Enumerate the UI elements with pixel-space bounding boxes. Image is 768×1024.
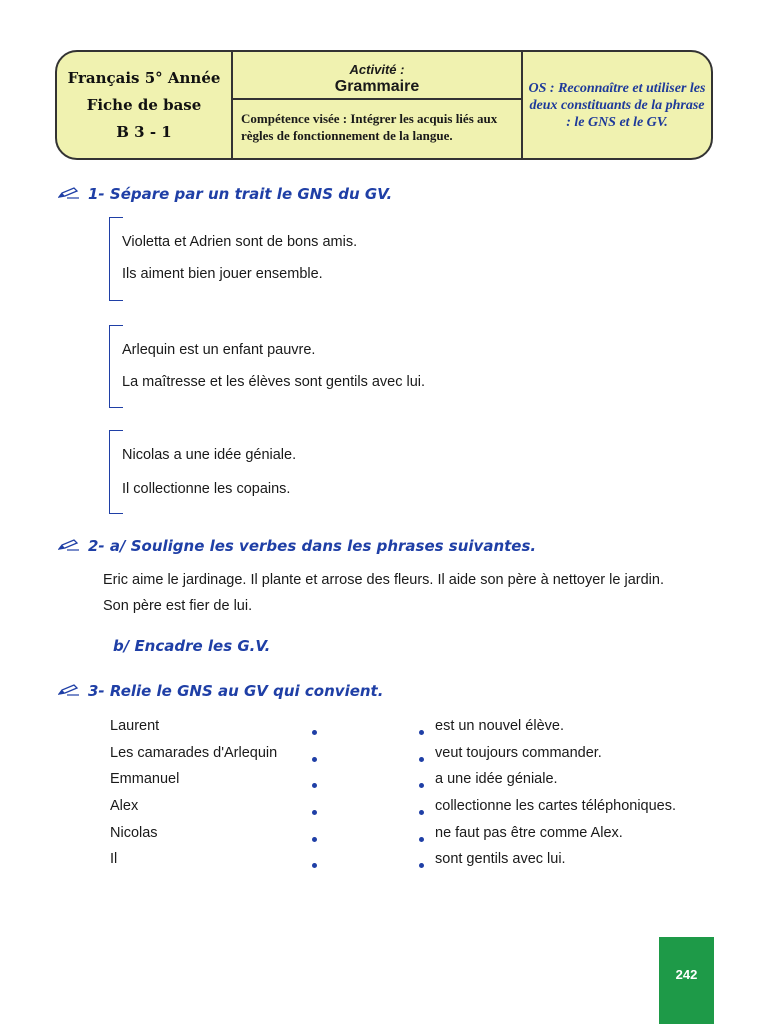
- match-dot-right[interactable]: [419, 757, 424, 762]
- activity-label: Activité :: [349, 62, 405, 77]
- header-box: [55, 50, 713, 160]
- pencil-icon: [58, 684, 80, 696]
- header-sheet-code: B 3 - 1: [116, 122, 172, 141]
- exercise1-title: 1- Sépare par un trait le GNS du GV.: [88, 185, 393, 203]
- match-dot-right[interactable]: [419, 863, 424, 868]
- page-number: 242: [659, 937, 714, 1024]
- sentence: Arlequin est un enfant pauvre.: [122, 342, 316, 358]
- sentence: Violetta et Adrien sont de bons amis.: [122, 234, 358, 250]
- match-left-item: Laurent: [110, 718, 160, 734]
- match-left-item: Alex: [110, 798, 139, 814]
- match-right-item: ne faut pas être comme Alex.: [435, 825, 623, 841]
- sentence: Il collectionne les copains.: [122, 481, 291, 497]
- header-objective-cell: [523, 52, 711, 158]
- match-dot-right[interactable]: [419, 810, 424, 815]
- exercise3-title: 3- Relie le GNS au GV qui convient.: [88, 682, 384, 700]
- match-left-item: Il: [110, 851, 118, 867]
- bracket: [109, 325, 123, 408]
- match-dot-left[interactable]: [312, 837, 317, 842]
- match-right-item: collectionne les cartes téléphoniques.: [435, 798, 677, 814]
- competence-text: Compétence visée : Intégrer les acquis liés aux règles de fonctionnement de la langue.: [241, 111, 498, 143]
- match-left-item: Nicolas: [110, 825, 158, 841]
- match-right-item: a une idée géniale.: [435, 771, 558, 787]
- match-left-item: Emmanuel: [110, 771, 180, 787]
- objective-text: OS : Reconnaître et utiliser les deux constituants de la phrase : le GNS et le GV.: [528, 80, 706, 130]
- match-right-item: sont gentils avec lui.: [435, 851, 566, 867]
- bracket: [109, 430, 123, 514]
- activity-title: Grammaire: [334, 78, 420, 95]
- bracket: [109, 217, 123, 301]
- match-dot-right[interactable]: [419, 783, 424, 788]
- match-dot-right[interactable]: [419, 837, 424, 842]
- header-level-cell: [57, 52, 233, 158]
- match-left-item: Les camarades d'Arlequin: [110, 745, 278, 761]
- match-dot-right[interactable]: [419, 730, 424, 735]
- match-right-item: veut toujours commander.: [435, 745, 602, 761]
- exercise2-title: 2- a/ Souligne les verbes dans les phrases suivantes.: [88, 537, 537, 555]
- header-sheet-type: Fiche de base: [86, 95, 202, 114]
- match-dot-left[interactable]: [312, 783, 317, 788]
- pencil-icon: [58, 539, 80, 551]
- header-activity-cell: [233, 52, 523, 158]
- pencil-icon: [58, 187, 80, 199]
- header-subject: Français 5° Année: [67, 68, 221, 87]
- match-dot-left[interactable]: [312, 757, 317, 762]
- activity-heading: [233, 52, 521, 100]
- exercise2-text-line1: Eric aime le jardinage. Il plante et arrose des fleurs. Il aide son père à nettoyer le jardin.: [103, 572, 664, 588]
- match-dot-left[interactable]: [312, 810, 317, 815]
- sentence: La maîtresse et les élèves sont gentils avec lui.: [122, 374, 426, 390]
- exercise2-text-line2: Son père est fier de lui.: [103, 598, 253, 614]
- match-dot-left[interactable]: [312, 730, 317, 735]
- exercise2-subtitle: b/ Encadre les G.V.: [113, 637, 271, 655]
- match-dot-left[interactable]: [312, 863, 317, 868]
- match-right-item: est un nouvel élève.: [435, 718, 564, 734]
- sentence: Ils aiment bien jouer ensemble.: [122, 266, 323, 282]
- sentence: Nicolas a une idée géniale.: [122, 447, 297, 463]
